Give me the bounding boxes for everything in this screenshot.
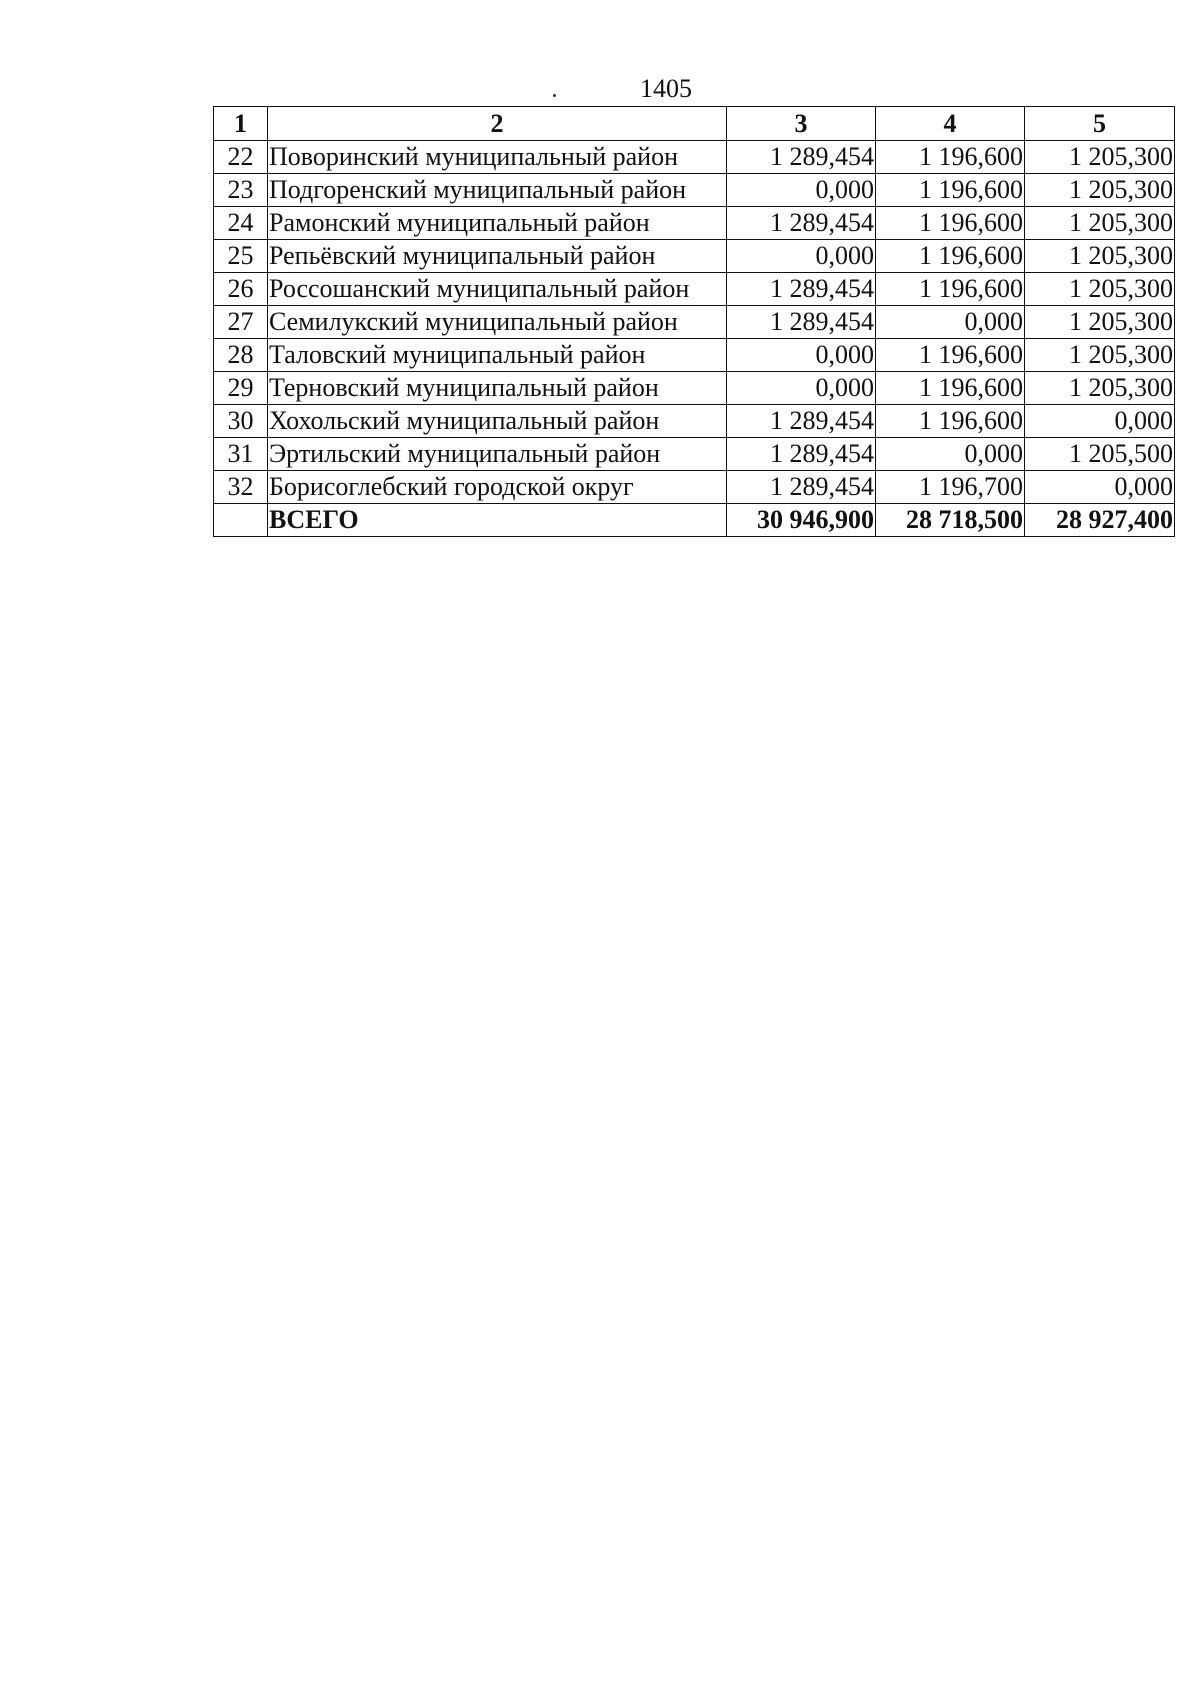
value-col3-cell: 0,000 — [727, 174, 876, 207]
value-col5-cell: 1 205,300 — [1025, 141, 1175, 174]
value-col3-cell: 0,000 — [727, 372, 876, 405]
district-name-cell: Таловский муниципальный район — [268, 339, 727, 372]
header-row — [214, 107, 1175, 141]
row-number-cell: 26 — [214, 273, 268, 306]
value-col3-cell: 1 289,454 — [727, 306, 876, 339]
value-col4-cell: 1 196,600 — [876, 141, 1025, 174]
row-number-cell — [214, 504, 268, 537]
value-col5-cell: 1 205,300 — [1025, 306, 1175, 339]
allocation-table — [213, 106, 1175, 537]
value-col4-cell: 1 196,600 — [876, 405, 1025, 438]
value-col4-cell: 28 718,500 — [876, 504, 1025, 537]
district-name-cell: Семилукский муниципальный район — [268, 306, 727, 339]
table-row — [214, 372, 1175, 405]
value-col3-cell: 1 289,454 — [727, 141, 876, 174]
value-col5-cell: 28 927,400 — [1025, 504, 1175, 537]
value-col4-cell: 1 196,700 — [876, 471, 1025, 504]
row-number-cell: 22 — [214, 141, 268, 174]
table-row — [214, 405, 1175, 438]
table-row — [214, 174, 1175, 207]
page-number: 1405 — [640, 74, 692, 103]
row-number-cell: 28 — [214, 339, 268, 372]
district-name-cell: Эртильский муниципальный район — [268, 438, 727, 471]
district-name-cell: Россошанский муниципальный район — [268, 273, 727, 306]
row-number-cell: 32 — [214, 471, 268, 504]
table-row — [214, 240, 1175, 273]
table-row — [214, 438, 1175, 471]
value-col3-cell: 0,000 — [727, 339, 876, 372]
row-number-cell: 24 — [214, 207, 268, 240]
value-col4-cell: 1 196,600 — [876, 372, 1025, 405]
value-col5-cell: 0,000 — [1025, 405, 1175, 438]
table-row — [214, 339, 1175, 372]
header-cell-2: 2 — [268, 107, 727, 141]
value-col4-cell: 1 196,600 — [876, 240, 1025, 273]
row-number-cell: 31 — [214, 438, 268, 471]
value-col5-cell: 1 205,300 — [1025, 372, 1175, 405]
row-number-cell: 30 — [214, 405, 268, 438]
header-cell-5: 5 — [1025, 107, 1175, 141]
value-col3-cell: 1 289,454 — [727, 438, 876, 471]
total-label-cell: ВСЕГО — [268, 504, 727, 537]
value-col5-cell: 0,000 — [1025, 471, 1175, 504]
header-cell-4: 4 — [876, 107, 1025, 141]
value-col5-cell: 1 205,300 — [1025, 273, 1175, 306]
district-name-cell: Хохольский муниципальный район — [268, 405, 727, 438]
row-number-cell: 25 — [214, 240, 268, 273]
value-col3-cell: 1 289,454 — [727, 405, 876, 438]
row-number-cell: 29 — [214, 372, 268, 405]
district-name-cell: Борисоглебский городской округ — [268, 471, 727, 504]
value-col5-cell: 1 205,300 — [1025, 207, 1175, 240]
value-col4-cell: 1 196,600 — [876, 174, 1025, 207]
value-col4-cell: 0,000 — [876, 306, 1025, 339]
value-col3-cell: 1 289,454 — [727, 471, 876, 504]
value-col4-cell: 1 196,600 — [876, 207, 1025, 240]
district-name-cell: Поворинский муниципальный район — [268, 141, 727, 174]
table-row — [214, 141, 1175, 174]
value-col3-cell: 1 289,454 — [727, 273, 876, 306]
value-col3-cell: 30 946,900 — [727, 504, 876, 537]
header-cell-1: 1 — [214, 107, 268, 141]
value-col5-cell: 1 205,300 — [1025, 240, 1175, 273]
district-name-cell: Терновский муниципальный район — [268, 372, 727, 405]
value-col5-cell: 1 205,300 — [1025, 174, 1175, 207]
table-row — [214, 306, 1175, 339]
table-row — [214, 273, 1175, 306]
district-name-cell: Репьёвский муниципальный район — [268, 240, 727, 273]
district-name-cell: Подгоренский муниципальный район — [268, 174, 727, 207]
value-col3-cell: 1 289,454 — [727, 207, 876, 240]
header-cell-3: 3 — [727, 107, 876, 141]
table-body — [214, 141, 1175, 537]
table-row — [214, 471, 1175, 504]
district-name-cell: Рамонский муниципальный район — [268, 207, 727, 240]
value-col5-cell: 1 205,300 — [1025, 339, 1175, 372]
row-number-cell: 23 — [214, 174, 268, 207]
value-col4-cell: 1 196,600 — [876, 273, 1025, 306]
row-number-cell: 27 — [214, 306, 268, 339]
table-row — [214, 207, 1175, 240]
value-col5-cell: 1 205,500 — [1025, 438, 1175, 471]
value-col3-cell: 0,000 — [727, 240, 876, 273]
scan-speck — [553, 94, 556, 97]
value-col4-cell: 0,000 — [876, 438, 1025, 471]
total-row — [214, 504, 1175, 537]
value-col4-cell: 1 196,600 — [876, 339, 1025, 372]
